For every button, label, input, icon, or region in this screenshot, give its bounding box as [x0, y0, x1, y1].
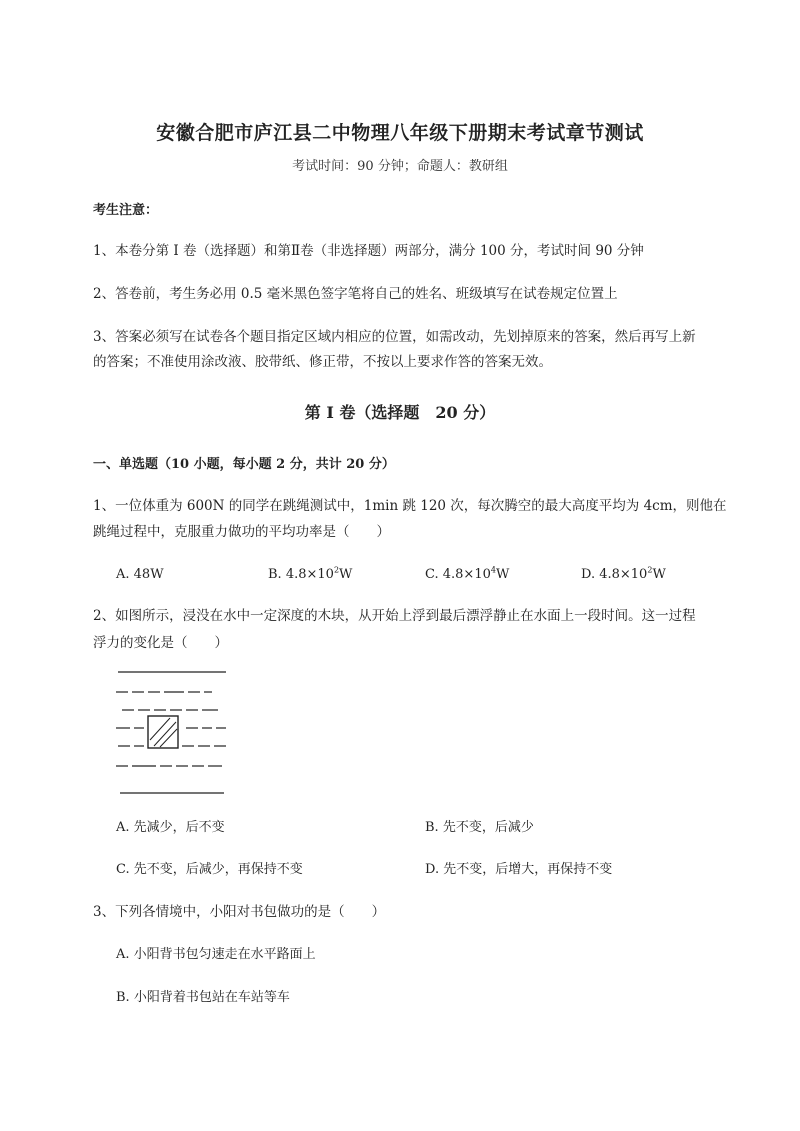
notice-item: 3、答案必须写在试卷各个题目指定区域内相应的位置，如需改动，先划掉原来的答案，然后再写上新 [93, 329, 696, 345]
question-2-text-continued: 浮力的变化是（ ） [93, 635, 228, 651]
q2-option-a[interactable]: A. 先减少，后不变 [116, 820, 225, 835]
q1-option-b[interactable]: B. $4.8\times 10^2W$ [268, 565, 353, 582]
q3-option-a[interactable]: A. 小阳背书包匀速走在水平路面上 [116, 947, 316, 962]
question-2-text: 2、如图所示，浸没在水中一定深度的木块，从开始上浮到最后漂浮静止在水面上一段时间。这一过程 [93, 608, 696, 624]
question-1-text: 1、一位体重为 600N 的同学在跳绳测试中，1min 跳 120 次，每次腾空的最大高度平均为 4cm，则他在 [93, 498, 727, 514]
part-heading: 一、单选题（10 小题，每小题 2 分，共计 20 分） [93, 457, 395, 472]
section-title: 第 I 卷（选择题 20 分） [304, 403, 496, 422]
q1-option-a[interactable]: A. 48W [116, 567, 164, 582]
notice-heading: 考生注意： [93, 203, 159, 218]
question-3-text: 3、下列各情境中，小阳对书包做功的是（ ） [93, 904, 386, 920]
notice-item-continued: 的答案；不准使用涂改液、胶带纸、修正带，不按以上要求作答的答案无效。 [93, 354, 552, 370]
exam-info: 考试时间：90 分钟；命题人：教研组 [292, 159, 508, 174]
question-1-text-continued: 跳绳过程中，克服重力做功的平均功率是（ ） [93, 524, 390, 540]
q2-option-c[interactable]: C. 先不变，后减少，再保持不变 [116, 862, 303, 877]
water-block-diagram [112, 668, 236, 798]
notice-item: 2、答卷前，考生务必用 0.5 毫米黑色签字笔将自己的姓名、班级填写在试卷规定位置上 [93, 286, 618, 302]
q3-option-b[interactable]: B. 小阳背着书包站在车站等车 [116, 990, 290, 1005]
q1-option-c[interactable]: C. $4.8\times 10^4W$ [425, 565, 510, 582]
document-title: 安徽合肥市庐江县二中物理八年级下册期末考试章节测试 [156, 122, 644, 144]
notice-item: 1、本卷分第 I 卷（选择题）和第Ⅱ卷（非选择题）两部分，满分 100 分，考试时间 90 分钟 [93, 243, 644, 259]
q2-option-b[interactable]: B. 先不变，后减少 [425, 820, 534, 835]
q1-option-d[interactable]: D. $4.8\times 10^2W$ [581, 565, 666, 582]
q2-option-d[interactable]: D. 先不变，后增大，再保持不变 [425, 862, 613, 877]
